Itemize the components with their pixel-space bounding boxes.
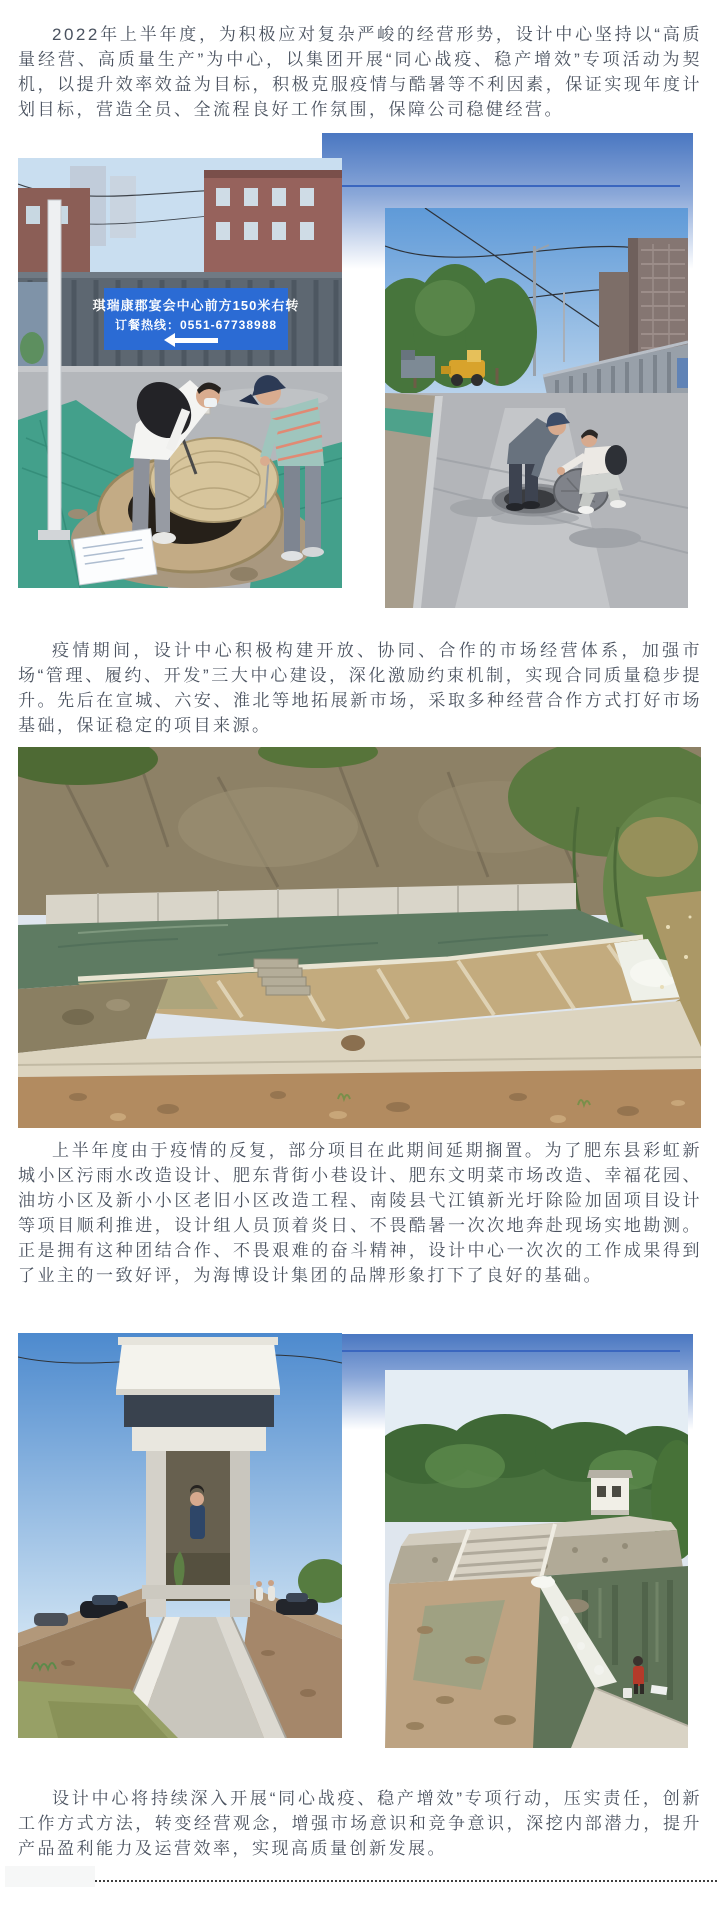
- banner-text-line2: 订餐热线：0551-67738988: [114, 318, 278, 332]
- dam-scene-illustration: [385, 1370, 688, 1748]
- weir-scene-illustration: [18, 747, 701, 1128]
- footer-spacer-block: [5, 1866, 95, 1887]
- paragraph-market: 疫情期间，设计中心积极构建开放、协同、合作的市场经营体系，加强市场“管理、履约、开发”三大中心建设，深化激励约束机制，实现合同质量稳步提升。先后在宣城、六安、淮北等地拓展新市场，采取多种经营合作方式打好市场基础，保证稳定的项目来源。: [18, 641, 702, 735]
- photo-dam-spillway[interactable]: [385, 1370, 688, 1748]
- paragraph-intro: 2022年上半年度，为积极应对复杂严峻的经营形势，设计中心坚持以“高质量经营、高质量生产”为中心，以集团开展“同心战疫、稳产增效”专项活动为契机，以提升效率效益为目标，积极克服疫情与酷暑等不利因素，保证实现年度计划目标，营造全员、全流程良好工作氛围，保障公司稳健经营。: [18, 25, 702, 119]
- photo-river-weir[interactable]: [18, 747, 701, 1128]
- left-arrow-icon: [174, 338, 218, 343]
- photo-road-manhole-survey[interactable]: [385, 208, 688, 608]
- advert-banner: [92, 288, 300, 350]
- paragraph-outlook: 设计中心将持续深入开展“同心战疫、稳产增效”专项行动，压实责任，创新工作方式方法，转变经营观念，增强市场意识和竞争意识，深挖内部潜力，提升产品盈利能力及运营效率，实现高质量创新发展。: [18, 1789, 702, 1858]
- street-scene-illustration: [18, 158, 342, 588]
- paragraph-projects: 上半年度由于疫情的反复，部分项目在此期间延期搁置。为了肥东县彩虹新城小区污雨水改造设计、肥东背街小巷设计、肥东文明菜市场改造、幸福花园、油坊小区及新小小区老旧小区改造工程、南陵县弋江镇新光圩除险加固项目设计等项目顺利推进，设计组人员顶着炎日、不畏酷暑一次次地奔赴现场实地勘测。正是拥有这种团结合作、不畏艰难的奋斗精神，设计中心一次次的工作成果得到了业主的一致好评，为海博设计集团的品牌形象打下了良好的基础。: [18, 1141, 702, 1285]
- photo-street-manhole-inspection[interactable]: [18, 158, 342, 588]
- banner-text-line1: 琪瑞康郡宴会中心前方150米右转: [92, 298, 300, 313]
- sluice-tower-illustration: [18, 1333, 342, 1738]
- footer-dotted-divider: [95, 1880, 717, 1882]
- photo-sluice-tower[interactable]: [18, 1333, 342, 1738]
- road-scene-illustration: [385, 208, 688, 608]
- section-divider-line: [322, 1350, 680, 1352]
- section-divider-line: [322, 185, 680, 187]
